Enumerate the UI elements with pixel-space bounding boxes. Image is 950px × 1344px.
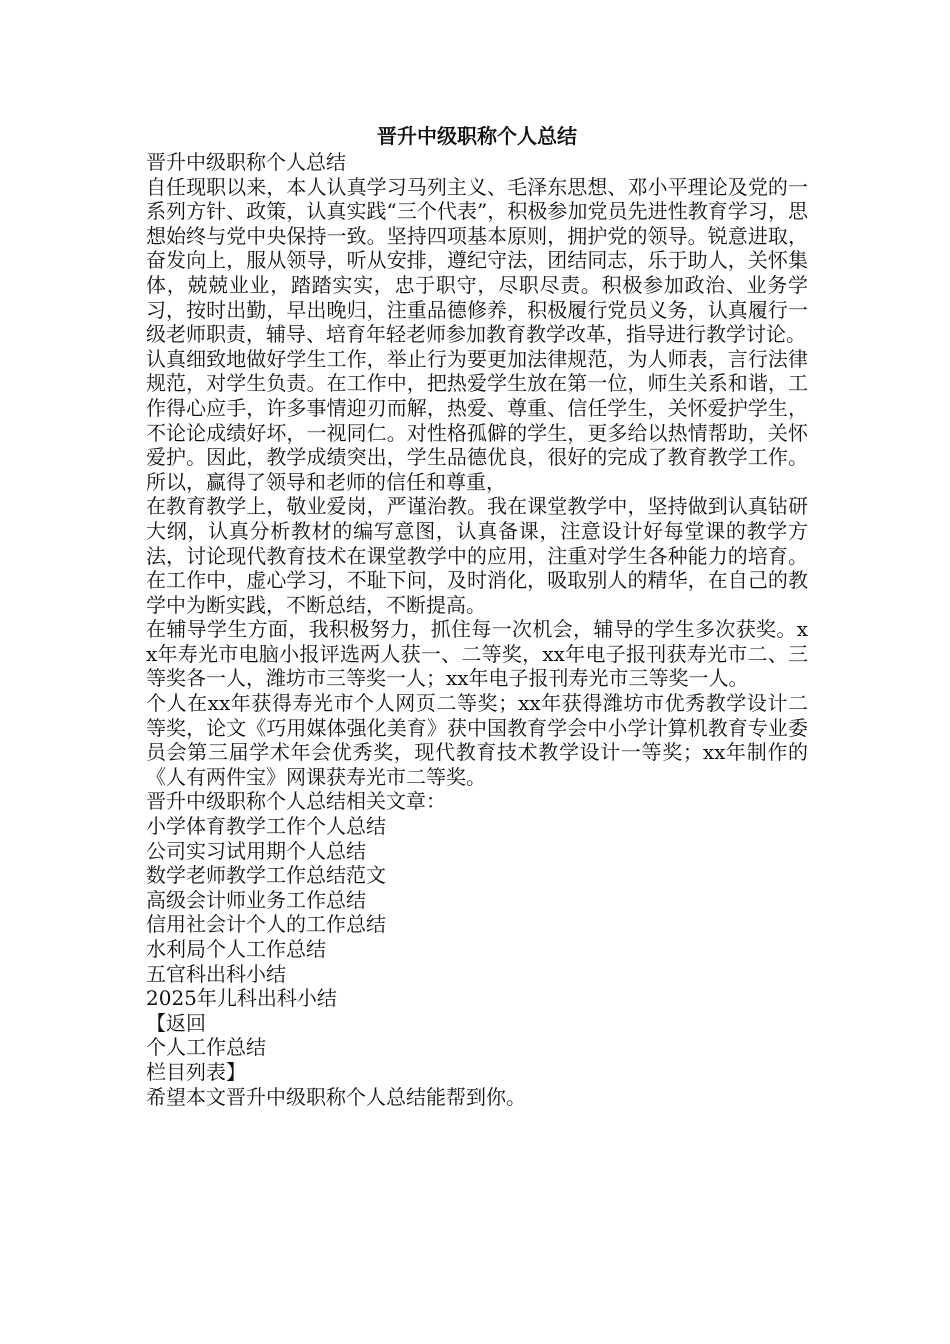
paragraph-2: 认真细致地做好学生工作，举止行为要更加法律规范，为人师表，言行法律规范，对学生负责。在工作中，把热爱学生放在第一位，师生关系和谐，工作得心应手，许多事情迎刃而解，热爱、尊重、信任学生，关怀爱护学生，不论论成绩好坏，一视同仁。对性格孤僻的学生，更多给以热情帮助，关怀爱护。因此，教学成绩突出，学生品德优良，很好的完成了教育教学工作。所以，赢得了领导和老师的信任和尊重， — [146, 346, 808, 494]
paragraph-3: 在教育教学上，敬业爱岗，严谨治教。我在课堂教学中，坚持做到认真钻研大纲，认真分析教材的编写意图，认真备课，注意设计好每堂课的教学方法，讨论现代教育技术在课堂教学中的应用，注重对学生各种能力的培育。在工作中，虚心学习，不耻下问，及时消化，吸取别人的精华，在自己的教学中为断实践，不断总结，不断提高。 — [146, 494, 808, 617]
paragraph-4: 在辅导学生方面，我积极努力，抓住每一次机会，辅导的学生多次获奖。xx年寿光市电脑小报评选两人获一、二等奖，xx年电子报刊获寿光市二、三等奖各一人，潍坊市三等奖一人；xx年电子报刊寿光市三等奖一人。 — [146, 617, 808, 691]
related-article-link[interactable]: 高级会计师业务工作总结 — [146, 887, 366, 912]
paragraph-5: 个人在xx年获得寿光市个人网页二等奖；xx年获得潍坊市优秀教学设计二等奖，论文《巧用媒体强化美育》获中国教育学会中小学计算机教育专业委员会第三届学术年会优秀奖，现代教育技术教学设计一等奖；xx年制作的《人有两件宝》网课获寿光市二等奖。 — [146, 691, 808, 789]
related-article-link[interactable]: 水利局个人工作总结 — [146, 937, 326, 961]
related-articles-list — [146, 814, 808, 1011]
closing-text: 希望本文晋升中级职称个人总结能帮到你。 — [146, 1084, 526, 1109]
back-link-open: 【返回 — [146, 1010, 206, 1035]
back-link-close: 栏目列表】 — [146, 1059, 246, 1084]
back-link-category[interactable]: 个人工作总结 — [146, 1035, 266, 1060]
paragraph-1: 自任现职以来，本人认真学习马列主义、毛泽东思想、邓小平理论及党的一系列方针、政策，认真实践“三个代表”，积极参加党员先进性教育学习，思想始终与党中央保持一致。坚持四项基本原则，拥护党的领导。锐意进取，奋发向上，服从领导，听从安排，遵纪守法，团结同志，乐于助人，关怀集体，兢兢业业，踏踏实实，忠于职守，尽职尽责。积极参加政治、业务学习，按时出勤，早出晚归，注重品德修养，积极履行党员义务，认真履行一级老师职责，辅导、培育年轻老师参加教育教学改革，指导进行教学讨论。 — [146, 174, 808, 347]
document-subtitle: 晋升中级职称个人总结 — [146, 150, 346, 174]
related-articles-heading: 晋升中级职称个人总结相关文章： — [146, 789, 446, 814]
related-article-link[interactable]: 公司实习试用期个人总结 — [146, 838, 366, 863]
related-article-link[interactable]: 数学老师教学工作总结范文 — [146, 863, 386, 888]
related-article-link[interactable]: 2025年儿科出科小结 — [146, 986, 337, 1011]
document-page — [146, 122, 808, 1109]
related-article-link[interactable]: 信用社会计个人的工作总结 — [146, 912, 386, 937]
document-title: 晋升中级职称个人总结 — [377, 124, 577, 148]
related-article-link[interactable]: 五官科出科小结 — [146, 961, 286, 986]
related-article-link[interactable]: 小学体育教学工作个人总结 — [146, 814, 386, 839]
